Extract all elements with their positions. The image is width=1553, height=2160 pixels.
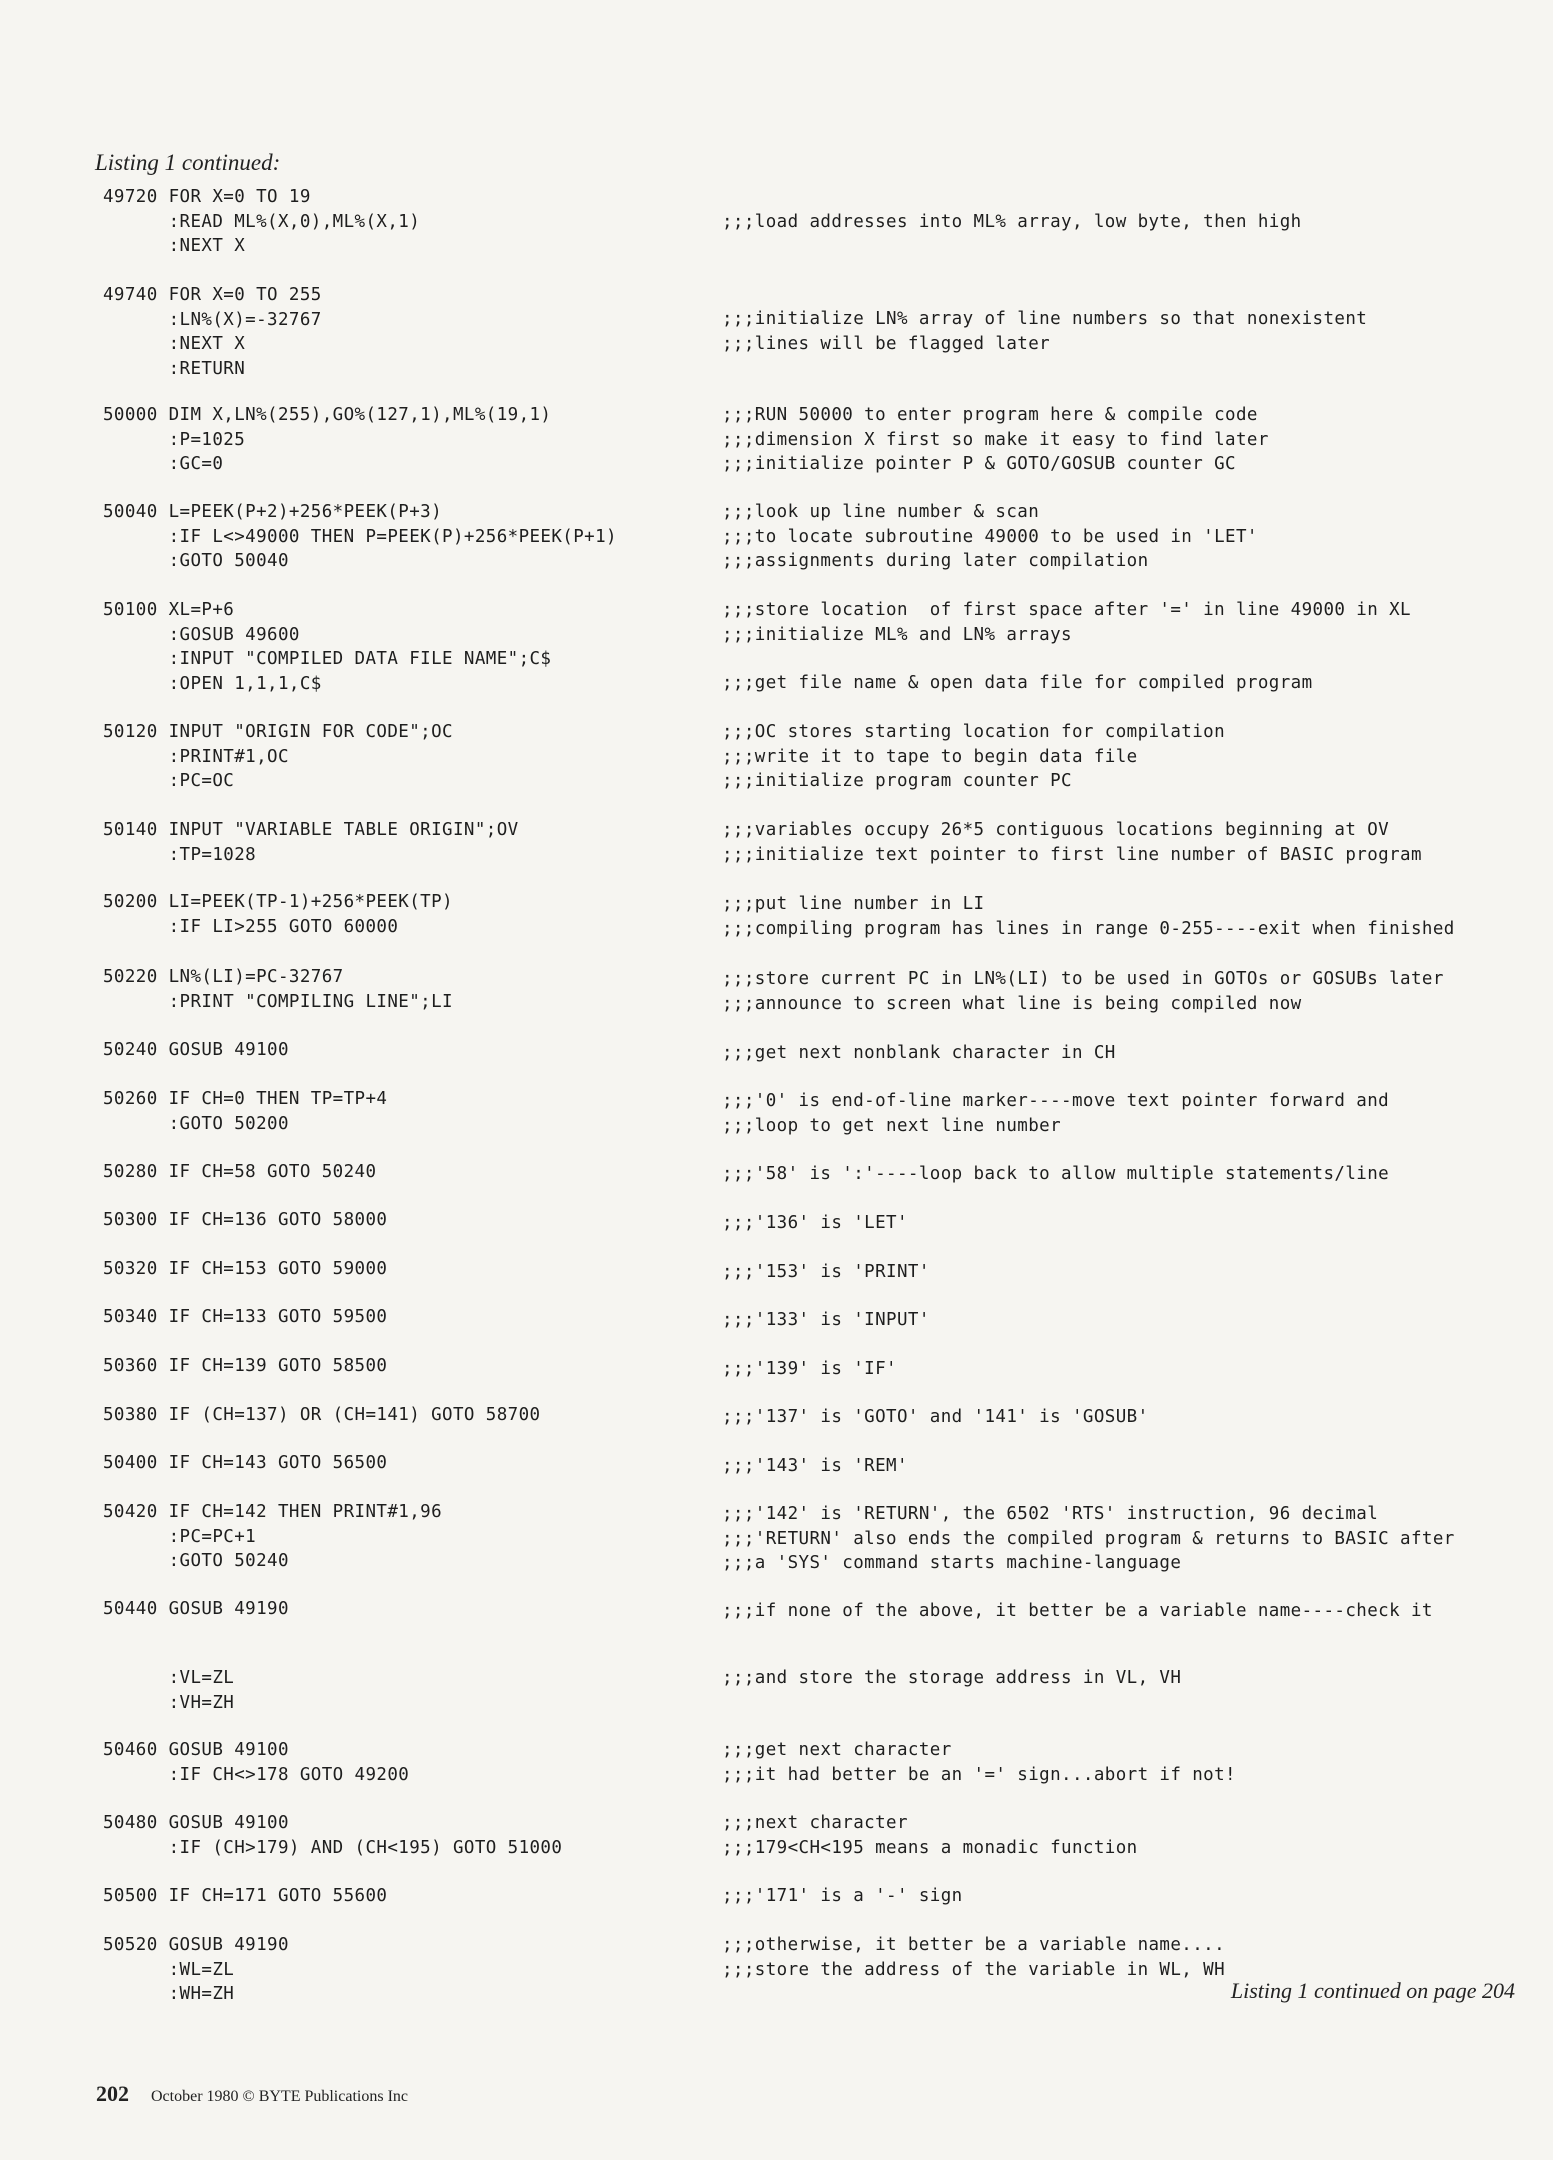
comment-line: ;;;initialize ML% and LN% arrays xyxy=(722,624,1072,645)
code-line: 50120 INPUT "ORIGIN FOR CODE";OC xyxy=(103,722,453,742)
code-line: 50240 GOSUB 49100 xyxy=(103,1040,289,1060)
comment-line: ;;;'58' is ':'----loop back to allow multiple statements/line xyxy=(722,1164,1390,1184)
code-line: 50340 IF CH=133 GOTO 59500 xyxy=(103,1307,388,1327)
comment-line: ;;;to locate subroutine 49000 to be used in 'LET' xyxy=(722,526,1258,547)
code-line: :PRINT#1,OC xyxy=(103,746,289,767)
code-line: :VH=ZH xyxy=(103,1692,235,1713)
comment-line: ;;;get file name & open data file for compiled program xyxy=(722,673,1313,693)
code-line: 50320 IF CH=153 GOTO 59000 xyxy=(103,1259,388,1279)
comment-line: ;;;variables occupy 26*5 contiguous locations beginning at OV xyxy=(722,820,1390,840)
code-line: :GOTO 50040 xyxy=(103,551,289,571)
code-line: 50420 IF CH=142 THEN PRINT#1,96 xyxy=(103,1502,443,1522)
code-line: :LN%(X)=-32767 xyxy=(103,309,322,330)
comment-line: ;;;and store the storage address in VL, VH xyxy=(722,1668,1182,1688)
listing-header: Listing 1 continued: xyxy=(95,150,281,175)
comment-line: ;;;compiling program has lines in range 0-255----exit when finished xyxy=(722,918,1455,939)
comment-line: ;;;initialize text pointer to first line number of BASIC program xyxy=(722,844,1422,865)
comment-line: ;;;store the address of the variable in WL, WH xyxy=(722,1959,1226,1980)
code-line: :IF LI>255 GOTO 60000 xyxy=(103,916,399,937)
code-line: 50360 IF CH=139 GOTO 58500 xyxy=(103,1356,388,1376)
code-line: :PC=PC+1 xyxy=(103,1526,257,1547)
page-number: 202 xyxy=(96,2081,129,2106)
code-line: :PRINT "COMPILING LINE";LI xyxy=(103,991,453,1012)
code-line: 50300 IF CH=136 GOTO 58000 xyxy=(103,1210,388,1230)
code-line: :TP=1028 xyxy=(103,844,257,865)
code-line: 50000 DIM X,LN%(255),GO%(127,1),ML%(19,1) xyxy=(103,405,552,425)
comment-line: ;;;'133' is 'INPUT' xyxy=(722,1310,930,1330)
comment-line: ;;;if none of the above, it better be a variable name----check it xyxy=(722,1601,1433,1621)
comment-line: ;;;look up line number & scan xyxy=(722,502,1040,522)
code-line: :WL=ZL xyxy=(103,1959,235,1980)
comment-line: ;;;initialize pointer P & GOTO/GOSUB counter GC xyxy=(722,454,1236,474)
comment-line: ;;;put line number in LI xyxy=(722,894,985,914)
comment-line: ;;;get next character xyxy=(722,1740,952,1760)
code-line: 49740 FOR X=0 TO 255 xyxy=(103,285,322,305)
code-line: 50480 GOSUB 49100 xyxy=(103,1813,289,1833)
code-line: 50040 L=PEEK(P+2)+256*PEEK(P+3) xyxy=(103,502,443,522)
code-line: 50220 LN%(LI)=PC-32767 xyxy=(103,967,344,987)
code-line: :READ ML%(X,0),ML%(X,1) xyxy=(103,211,421,232)
comment-line: ;;;it had better be an '=' sign...abort if not! xyxy=(722,1764,1236,1785)
code-line: 50460 GOSUB 49100 xyxy=(103,1740,289,1760)
code-line: 49720 FOR X=0 TO 19 xyxy=(103,187,311,207)
comment-line: ;;;'RETURN' also ends the compiled program & returns to BASIC after xyxy=(722,1528,1455,1549)
code-line: 50500 IF CH=171 GOTO 55600 xyxy=(103,1886,388,1906)
code-line: :GOSUB 49600 xyxy=(103,624,300,645)
comment-line: ;;;'0' is end-of-line marker----move text pointer forward and xyxy=(722,1091,1390,1111)
comment-line: ;;;dimension X first so make it easy to find later xyxy=(722,429,1269,450)
comment-line: ;;;load addresses into ML% array, low byte, then high xyxy=(722,212,1302,232)
comment-line: ;;;announce to screen what line is being compiled now xyxy=(722,993,1302,1014)
code-line: 50260 IF CH=0 THEN TP=TP+4 xyxy=(103,1089,388,1109)
code-line: 50140 INPUT "VARIABLE TABLE ORIGIN";OV xyxy=(103,820,519,840)
comment-line: ;;;otherwise, it better be a variable name.... xyxy=(722,1935,1226,1955)
comment-line: ;;;a 'SYS' command starts machine-language xyxy=(722,1553,1182,1573)
page-footer xyxy=(96,2081,408,2107)
code-line: :OPEN 1,1,1,C$ xyxy=(103,673,322,694)
code-line: :P=1025 xyxy=(103,429,246,450)
comment-line: ;;;179<CH<195 means a monadic function xyxy=(722,1837,1138,1858)
continued-note: Listing 1 continued on page 204 xyxy=(1230,1978,1515,2003)
comment-line: ;;;assignments during later compilation xyxy=(722,551,1149,571)
code-line: :IF L<>49000 THEN P=PEEK(P)+256*PEEK(P+1) xyxy=(103,526,617,547)
comment-line: ;;;lines will be flagged later xyxy=(722,333,1051,354)
comment-line: ;;;'139' is 'IF' xyxy=(722,1359,897,1379)
code-line: 50380 IF (CH=137) OR (CH=141) GOTO 58700 xyxy=(103,1405,541,1425)
comment-line: ;;;store current PC in LN%(LI) to be used in GOTOs or GOSUBs later xyxy=(722,969,1444,989)
code-line: :RETURN xyxy=(103,358,246,379)
code-line: :NEXT X xyxy=(103,334,246,354)
comment-line: ;;;get next nonblank character in CH xyxy=(722,1043,1116,1063)
code-line: 50200 LI=PEEK(TP-1)+256*PEEK(TP) xyxy=(103,892,453,912)
code-line: :VL=ZL xyxy=(103,1668,235,1688)
code-line: :WH=ZH xyxy=(103,1984,235,2004)
code-line: 50400 IF CH=143 GOTO 56500 xyxy=(103,1453,388,1473)
comment-line: ;;;RUN 50000 to enter program here & compile code xyxy=(722,405,1258,425)
comment-line: ;;;store location of first space after '=' in line 49000 in XL xyxy=(722,600,1411,620)
comment-line: ;;;initialize LN% array of line numbers so that nonexistent xyxy=(722,309,1368,329)
code-line: :GC=0 xyxy=(103,454,224,474)
comment-line: ;;;'153' is 'PRINT' xyxy=(722,1262,930,1282)
code-line: :IF CH<>178 GOTO 49200 xyxy=(103,1764,410,1785)
comment-line: ;;;write it to tape to begin data file xyxy=(722,746,1138,767)
comment-line: ;;;'142' is 'RETURN', the 6502 'RTS' instruction, 96 decimal xyxy=(722,1504,1379,1524)
comment-line: ;;;'137' is 'GOTO' and '141' is 'GOSUB' xyxy=(722,1407,1149,1427)
comment-line: ;;;loop to get next line number xyxy=(722,1115,1062,1136)
comment-line: ;;;initialize program counter PC xyxy=(722,771,1072,791)
code-line: :IF (CH>179) AND (CH<195) GOTO 51000 xyxy=(103,1837,563,1858)
comment-line: ;;;'136' is 'LET' xyxy=(722,1213,908,1233)
code-line: :NEXT X xyxy=(103,236,246,256)
code-line: :INPUT "COMPILED DATA FILE NAME";C$ xyxy=(103,649,552,669)
code-line: 50280 IF CH=58 GOTO 50240 xyxy=(103,1162,377,1182)
code-line: 50520 GOSUB 49190 xyxy=(103,1935,289,1955)
comment-line: ;;;OC stores starting location for compilation xyxy=(722,722,1226,742)
comment-line: ;;;'143' is 'REM' xyxy=(722,1456,908,1476)
comment-line: ;;;'171' is a '-' sign xyxy=(722,1886,963,1906)
publication-credit: October 1980 © BYTE Publications Inc xyxy=(151,2088,408,2105)
code-line: :GOTO 50240 xyxy=(103,1551,289,1571)
code-line: 50440 GOSUB 49190 xyxy=(103,1599,289,1619)
comment-line: ;;;next character xyxy=(722,1813,908,1833)
code-line: 50100 XL=P+6 xyxy=(103,600,235,620)
code-line: :GOTO 50200 xyxy=(103,1113,289,1134)
code-line: :PC=OC xyxy=(103,771,235,791)
